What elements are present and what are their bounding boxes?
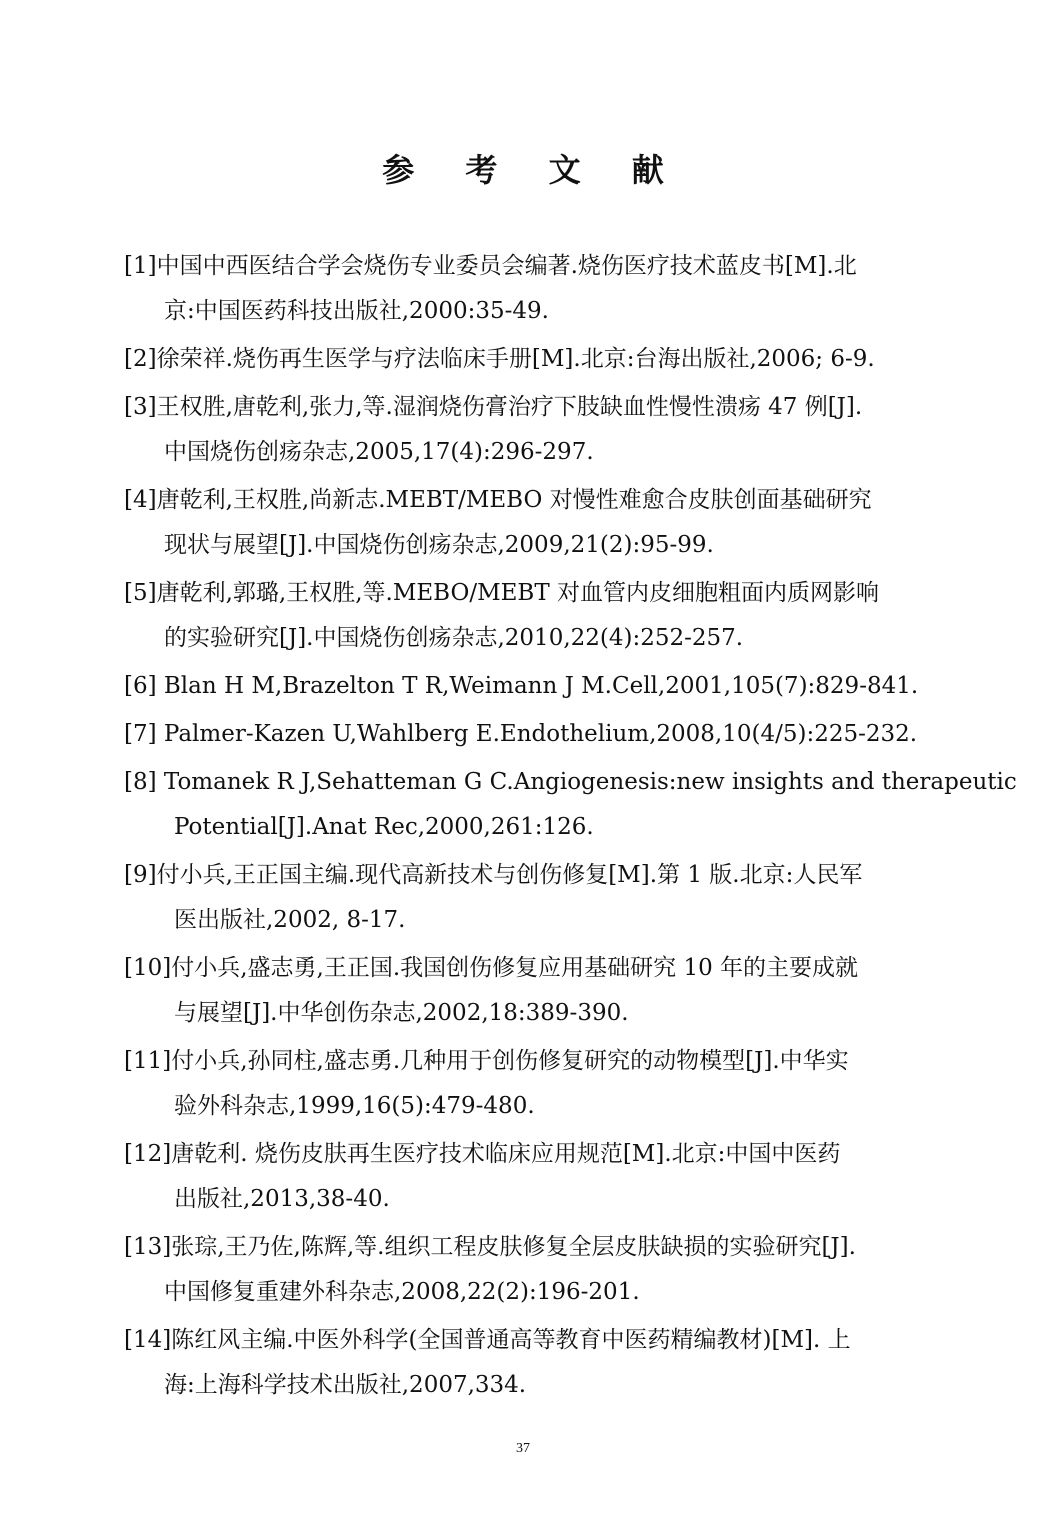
reference-line: [9]付小兵,王正国主编.现代高新技术与创伤修复[M].第 1 版.北京:人民军 bbox=[124, 862, 863, 888]
reference-line: 出版社,2013,38-40. bbox=[174, 1186, 390, 1212]
reference-item-12 bbox=[124, 1132, 934, 1222]
page-number: 37 bbox=[516, 1441, 530, 1456]
reference-line: [12]唐乾利. 烧伤皮肤再生医疗技术临床应用规范[M].北京:中国中医药 bbox=[124, 1141, 841, 1167]
reference-line: [5]唐乾利,郭璐,王权胜,等.MEBO/MEBT 对血管内皮细胞粗面内质网影响 bbox=[124, 580, 879, 606]
reference-item-9 bbox=[124, 853, 934, 943]
reference-line: 中国烧伤创疡杂志,2005,17(4):296-297. bbox=[164, 439, 594, 465]
reference-line: 医出版社,2002, 8-17. bbox=[174, 907, 406, 933]
reference-line: [11]付小兵,孙同柱,盛志勇.几种用于创伤修复研究的动物模型[J].中华实 bbox=[124, 1048, 849, 1074]
reference-line: [10]付小兵,盛志勇,王正国.我国创伤修复应用基础研究 10 年的主要成就 bbox=[124, 955, 859, 981]
reference-line: [3]王权胜,唐乾利,张力,等.湿润烧伤膏治疗下肢缺血性慢性溃疡 47 例[J]. bbox=[124, 394, 863, 420]
reference-line: 中国修复重建外科杂志,2008,22(2):196-201. bbox=[164, 1279, 640, 1305]
reference-item-7 bbox=[124, 712, 934, 757]
reference-item-1 bbox=[124, 244, 934, 334]
reference-item-6 bbox=[124, 664, 934, 709]
reference-line: Potential[J].Anat Rec,2000,261:126. bbox=[174, 814, 594, 840]
reference-line: 现状与展望[J].中国烧伤创疡杂志,2009,21(2):95-99. bbox=[164, 532, 714, 558]
reference-line: [4]唐乾利,王权胜,尚新志.MEBT/MEBO 对慢性难愈合皮肤创面基础研究 bbox=[124, 487, 872, 513]
reference-item-2 bbox=[124, 337, 934, 382]
page-title: 参 考 文 献 bbox=[382, 151, 684, 189]
reference-line: [7] Palmer-Kazen U,Wahlberg E.Endothelium,2008,10(4/5):225-232. bbox=[124, 721, 918, 747]
reference-item-13 bbox=[124, 1225, 934, 1315]
reference-item-4 bbox=[124, 478, 934, 568]
reference-item-3 bbox=[124, 385, 934, 475]
reference-line: 验外科杂志,1999,16(5):479-480. bbox=[174, 1093, 535, 1119]
reference-item-10 bbox=[124, 946, 934, 1036]
reference-item-5 bbox=[124, 571, 934, 661]
reference-item-11 bbox=[124, 1039, 934, 1129]
reference-line: 与展望[J].中华创伤杂志,2002,18:389-390. bbox=[174, 1000, 629, 1026]
reference-line: [6] Blan H M,Brazelton T R,Weimann J M.Cell,2001,105(7):829-841. bbox=[124, 673, 919, 699]
reference-line: [8] Tomanek R J,Sehatteman G C.Angiogenesis:new insights and therapeutic bbox=[124, 769, 1017, 795]
reference-list bbox=[124, 244, 1017, 1411]
reference-line: [2]徐荣祥.烧伤再生医学与疗法临床手册[M].北京:台海出版社,2006; 6-9. bbox=[124, 346, 875, 372]
reference-line: 的实验研究[J].中国烧伤创疡杂志,2010,22(4):252-257. bbox=[164, 625, 744, 651]
reference-item-8 bbox=[124, 760, 1017, 850]
reference-item-14 bbox=[124, 1318, 934, 1408]
reference-line: [1]中国中西医结合学会烧伤专业委员会编著.烧伤医疗技术蓝皮书[M].北 bbox=[124, 253, 857, 279]
reference-line: [13]张琮,王乃佐,陈辉,等.组织工程皮肤修复全层皮肤缺损的实验研究[J]. bbox=[124, 1234, 856, 1260]
reference-line: 海:上海科学技术出版社,2007,334. bbox=[164, 1372, 527, 1398]
reference-line: [14]陈红风主编.中医外科学(全国普通高等教育中医药精编教材)[M]. 上 bbox=[124, 1327, 851, 1353]
reference-line: 京:中国医药科技出版社,2000:35-49. bbox=[164, 298, 549, 324]
